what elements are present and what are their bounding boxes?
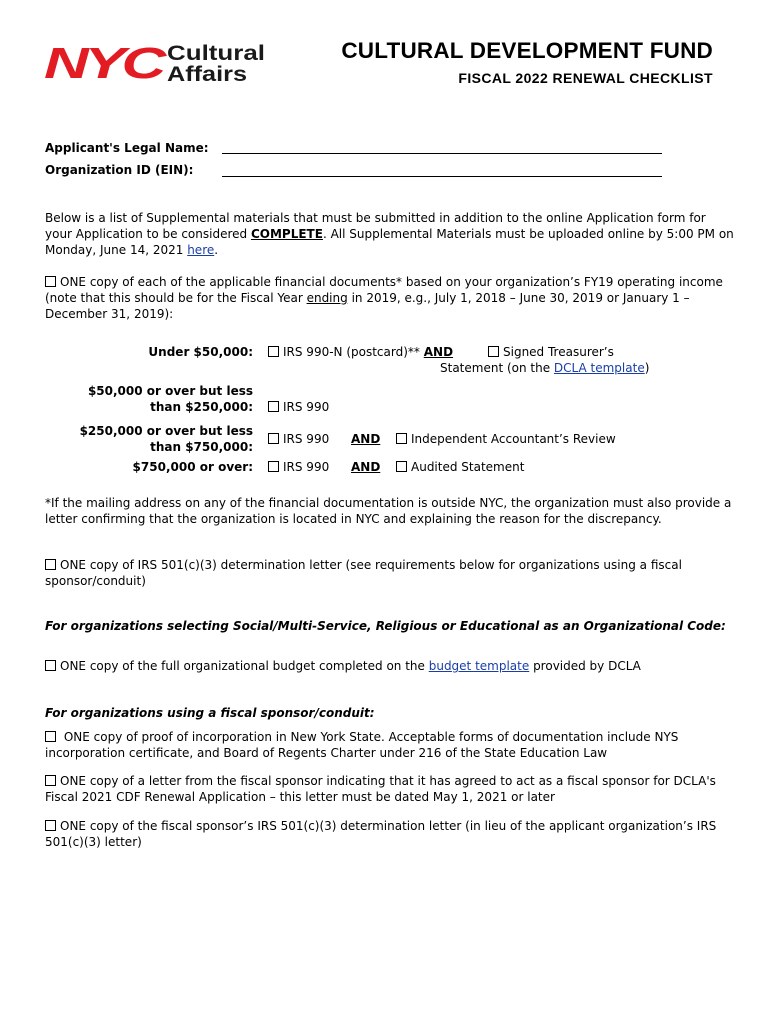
- dcla-template-link[interactable]: DCLA template: [553, 361, 645, 375]
- accountant-review-checkbox[interactable]: [396, 433, 407, 444]
- under-50k-label: Under $50,000:: [148, 345, 253, 359]
- irs-990-checkbox-3[interactable]: [268, 433, 279, 444]
- irs-letter-checkbox[interactable]: [45, 559, 56, 570]
- page-title: CULTURAL DEVELOPMENT FUND: [341, 38, 713, 63]
- nyc-cultural-affairs-logo: [44, 40, 266, 86]
- legal-name-label: Applicant's Legal Name:: [45, 141, 209, 155]
- svg-text:Affairs: Affairs: [167, 63, 247, 86]
- treasurer-statement-item: Signed Treasurer’s: [488, 344, 614, 360]
- audited-statement-item: Audited Statement: [396, 459, 524, 475]
- irs-990-item-2: IRS 990: [268, 399, 329, 415]
- and-label-3: AND: [351, 432, 381, 446]
- irs-990n-checkbox[interactable]: [268, 346, 279, 357]
- incorporation-item: ONE copy of proof of incorporation in New York State. Acceptable forms of documentation include NYS incorporation certificate, and Board of Regents Charter under 216 of the State Education Law: [45, 730, 679, 760]
- budget-template-link[interactable]: budget template: [428, 659, 530, 673]
- footnote: *If the mailing address on any of the financial documentation is outside NYC, the organization must also provide a letter confirming that the organization is located in NYC and explaining the reason for the discrepancy.: [45, 496, 732, 526]
- irs-990n-item: IRS 990-N (postcard)** AND: [268, 344, 453, 360]
- 50k-250k-label: $50,000 or over but less than $250,000:: [87, 384, 253, 414]
- audited-statement-checkbox[interactable]: [396, 461, 407, 472]
- irs-990-checkbox-2[interactable]: [268, 401, 279, 412]
- irs-990-item-4: IRS 990: [268, 459, 329, 475]
- treasurer-statement-note: Statement (on the DCLA template): [440, 361, 650, 375]
- incorporation-checkbox[interactable]: [45, 731, 56, 742]
- page-subtitle: FISCAL 2022 RENEWAL CHECKLIST: [458, 70, 713, 86]
- financial-docs-checkbox[interactable]: [45, 276, 56, 287]
- sponsor-letter-item: ONE copy of a letter from the fiscal sponsor indicating that it has agreed to act as a fiscal sponsor for DCLA's Fiscal 2021 CDF Renewal Application – this letter must be dated May 1, 2021 or later: [45, 774, 716, 804]
- svg-text:NYC: NYC: [44, 40, 168, 86]
- over-750k-label: $750,000 or over:: [132, 460, 253, 474]
- legal-name-line[interactable]: [222, 153, 662, 154]
- accountant-review-item: Independent Accountant’s Review: [396, 431, 616, 447]
- social-heading: For organizations selecting Social/Multi-Service, Religious or Educational as an Organizational Code:: [45, 619, 726, 633]
- intro-paragraph: Below is a list of Supplemental materials that must be submitted in addition to the online Application form for your Application to be considered COMPLETE. All Supplemental Materials must be uploaded online by 5:00 PM on Monday, June 14, 2021 here.: [45, 211, 734, 257]
- treasurer-statement-checkbox[interactable]: [488, 346, 499, 357]
- budget-item: ONE copy of the full organizational budget completed on the budget template provided by DCLA: [45, 658, 735, 674]
- and-label-4: AND: [351, 460, 381, 474]
- 250k-750k-label: $250,000 or over but less than $750,000:: [79, 424, 253, 454]
- irs-letter-item: ONE copy of IRS 501(c)(3) determination letter (see requirements below for organizations using a fiscal sponsor/conduit): [45, 558, 682, 588]
- financial-docs-item: ONE copy of each of the applicable financial documents* based on your organization’s FY19 operating income (note that this should be for the Fiscal Year ending in 2019, e.g., July 1, 2018 – June 30, 2019 or January 1 – December 31, 2019):: [45, 275, 723, 321]
- irs-990-checkbox-4[interactable]: [268, 461, 279, 472]
- sponsor-heading: For organizations using a fiscal sponsor/conduit:: [45, 706, 375, 720]
- sponsor-irs-item: ONE copy of the fiscal sponsor’s IRS 501(c)(3) determination letter (in lieu of the applicant organization’s IRS 501(c)(3) letter): [45, 819, 717, 849]
- budget-checkbox[interactable]: [45, 660, 56, 671]
- org-id-line[interactable]: [222, 176, 662, 177]
- org-id-label: Organization ID (EIN):: [45, 163, 194, 177]
- here-link[interactable]: here: [187, 243, 215, 257]
- irs-990-item-3: IRS 990: [268, 431, 329, 447]
- svg-text:Cultural: Cultural: [167, 42, 265, 65]
- sponsor-letter-checkbox[interactable]: [45, 775, 56, 786]
- sponsor-irs-checkbox[interactable]: [45, 820, 56, 831]
